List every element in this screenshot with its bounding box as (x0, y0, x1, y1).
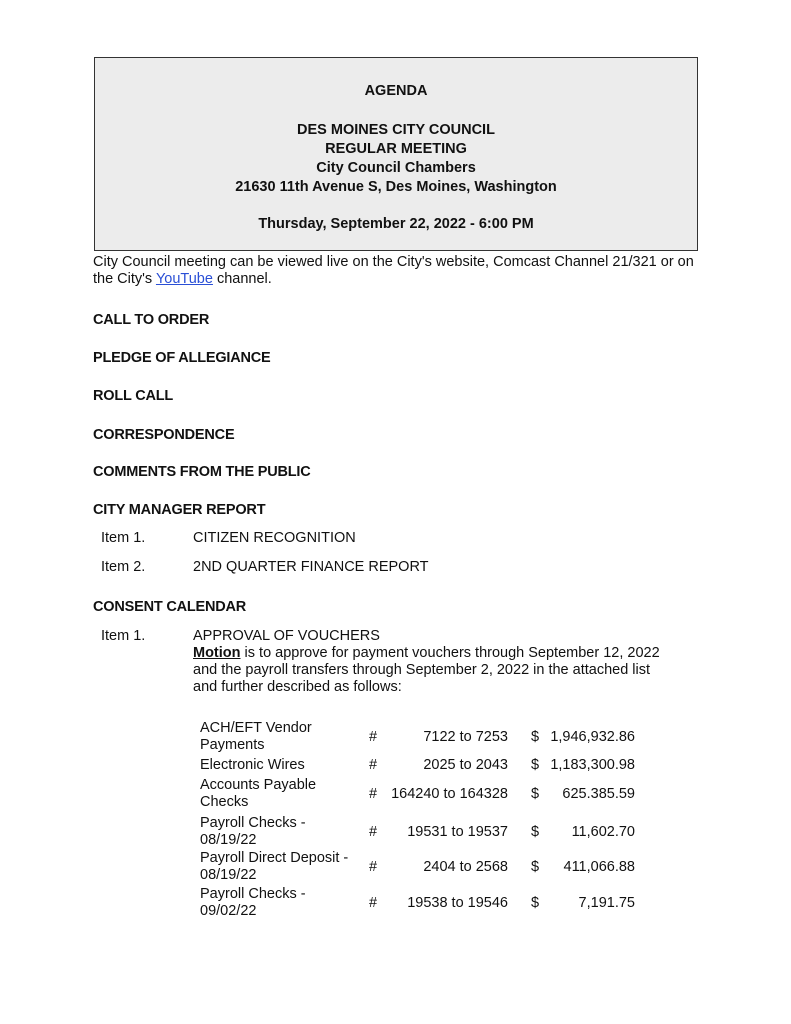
agenda-header-box (94, 57, 698, 251)
cm-item-number: Item 2. (101, 559, 146, 575)
meeting-type: REGULAR MEETING (325, 141, 467, 157)
voucher-amount: 411,066.88 (563, 859, 635, 875)
voucher-amount: 1,946,932.86 (550, 729, 635, 745)
voucher-label: Payroll Direct Deposit - 08/19/22 (200, 850, 349, 883)
voucher-label: Electronic Wires (200, 757, 305, 773)
voucher-hash: # (369, 859, 378, 875)
voucher-amount: 11,602.70 (571, 824, 635, 840)
agenda-title: AGENDA (364, 83, 428, 99)
voucher-hash: # (369, 757, 378, 773)
motion-body: is to approve for payment vouchers through September 12, 2022 and the payroll transfers through September 2, 2022 in the attached list and further described as follows: (193, 645, 660, 695)
motion-label: Motion (193, 645, 241, 661)
voucher-dollar: $ (531, 895, 540, 911)
voucher-range: 2025 to 2043 (423, 757, 508, 773)
section-public-comments: COMMENTS FROM THE PUBLIC (93, 464, 311, 480)
section-roll-call: ROLL CALL (93, 388, 174, 404)
section-pledge: PLEDGE OF ALLEGIANCE (93, 350, 271, 366)
meeting-datetime: Thursday, September 22, 2022 - 6:00 PM (258, 216, 534, 232)
meeting-location: City Council Chambers (316, 160, 476, 176)
cm-item-title: CITIZEN RECOGNITION (193, 530, 356, 546)
voucher-range: 2404 to 2568 (423, 859, 508, 875)
viewing-info (93, 254, 713, 288)
voucher-dollar: $ (531, 859, 540, 875)
meeting-address: 21630 11th Avenue S, Des Moines, Washington (235, 179, 557, 195)
voucher-amount: 7,191.75 (578, 895, 635, 911)
voucher-amount: 625.385.59 (562, 786, 635, 802)
section-correspondence: CORRESPONDENCE (93, 427, 235, 443)
cm-item-title: 2ND QUARTER FINANCE REPORT (193, 559, 429, 575)
motion-text (193, 645, 663, 696)
voucher-label: ACH/EFT Vendor Payments (200, 720, 312, 753)
council-name: DES MOINES CITY COUNCIL (297, 122, 495, 138)
voucher-range: 7122 to 7253 (423, 729, 508, 745)
voucher-label: Payroll Checks - 09/02/22 (200, 886, 306, 919)
voucher-label: Accounts Payable Checks (200, 777, 317, 810)
consent-item-title: APPROVAL OF VOUCHERS (193, 628, 380, 644)
voucher-dollar: $ (531, 786, 540, 802)
consent-item-number: Item 1. (101, 628, 146, 644)
voucher-hash: # (369, 824, 378, 840)
section-consent-calendar: CONSENT CALENDAR (93, 599, 247, 615)
voucher-amount: 1,183,300.98 (550, 757, 635, 773)
voucher-dollar: $ (531, 729, 540, 745)
viewing-info-text: City Council meeting can be viewed live on the City's website, Comcast Channel 21/321 or on the City's (93, 254, 694, 287)
section-call-to-order: CALL TO ORDER (93, 312, 210, 328)
voucher-range: 164240 to 164328 (391, 786, 508, 802)
voucher-range: 19531 to 19537 (407, 824, 508, 840)
voucher-dollar: $ (531, 757, 540, 773)
voucher-label: Payroll Checks - 08/19/22 (200, 815, 306, 848)
viewing-info-text-end: channel. (212, 271, 272, 287)
section-city-manager-report: CITY MANAGER REPORT (93, 502, 266, 518)
youtube-link[interactable]: YouTube (155, 271, 213, 287)
voucher-hash: # (369, 895, 378, 911)
voucher-hash: # (369, 729, 378, 745)
voucher-range: 19538 to 19546 (407, 895, 508, 911)
cm-item-number: Item 1. (101, 530, 146, 546)
voucher-hash: # (369, 786, 378, 802)
voucher-dollar: $ (531, 824, 540, 840)
